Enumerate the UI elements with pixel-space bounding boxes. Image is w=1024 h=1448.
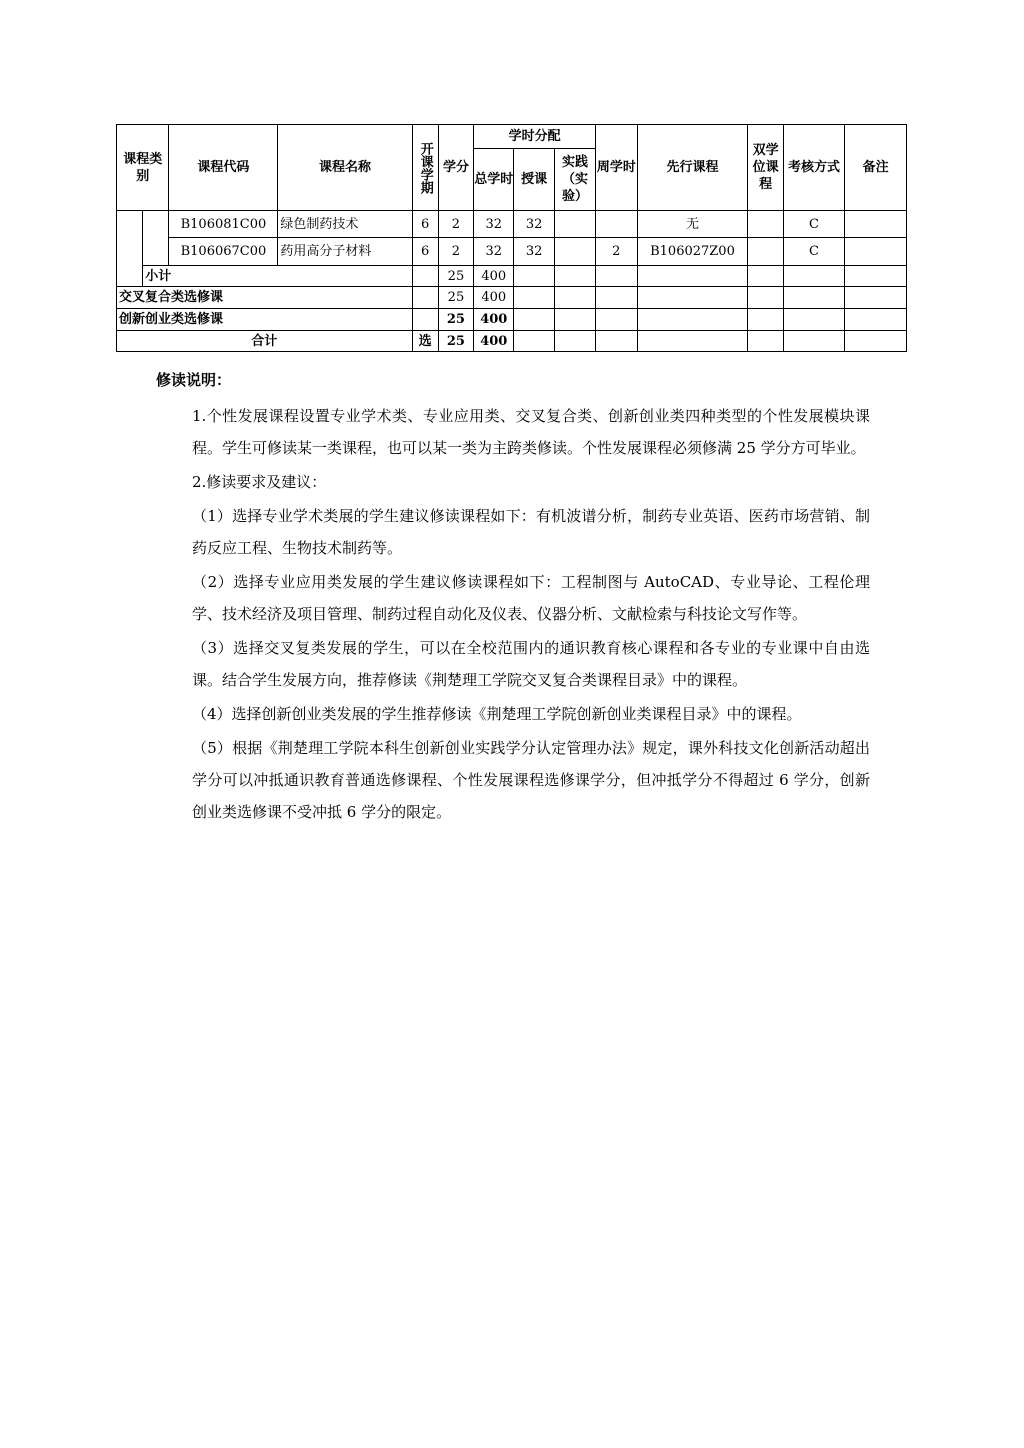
table-row bbox=[117, 238, 907, 266]
header-prereq: 先行课程 bbox=[637, 125, 748, 211]
notes-paragraph: （1）选择专业学术类展的学生建议修读课程如下：有机波谱分析，制药专业英语、医药市场营销、制药反应工程、生物技术制药等。 bbox=[192, 507, 870, 557]
notes-paragraph: 1.个性发展课程设置专业学术类、专业应用类、交叉复合类、创新创业类四种类型的个性发展模块课程。学生可修读某一类课程，也可以某一类为主跨类修读。个性发展课程必须修满 25 学分方可毕业。 bbox=[192, 407, 870, 457]
header-hours-group: 学时分配 bbox=[474, 125, 596, 149]
sum-label: 合计 bbox=[117, 331, 413, 352]
course-semester: 6 bbox=[412, 238, 438, 266]
header-assessment: 考核方式 bbox=[783, 125, 845, 211]
header-code: 课程代码 bbox=[169, 125, 278, 211]
course-remark bbox=[845, 211, 907, 238]
course-code: B106081C00 bbox=[169, 211, 278, 238]
course-prereq: 无 bbox=[637, 211, 748, 238]
notes-title: 修读说明： bbox=[156, 371, 232, 389]
header-category: 课程类别 bbox=[117, 125, 169, 211]
header-credit: 学分 bbox=[438, 125, 473, 211]
header-total-hours: 总学时 bbox=[474, 149, 514, 211]
course-lecture: 32 bbox=[514, 211, 554, 238]
innovation-label: 创新创业类选修课 bbox=[117, 309, 413, 331]
course-practice bbox=[554, 211, 595, 238]
course-code: B106067C00 bbox=[169, 238, 278, 266]
header-weekly: 周学时 bbox=[596, 125, 637, 211]
notes-paragraph: 2.修读要求及建议： bbox=[192, 473, 327, 491]
sum-total: 400 bbox=[474, 331, 514, 352]
notes-paragraph: （5）根据《荆楚理工学院本科生创新创业实践学分认定管理办法》规定，课外科技文化创新活动超出学分可以冲抵通识教育普通选修课程、个性发展课程选修课学分，但冲抵学分不得超过 6 学分，创新创业类选修课不受冲抵 6 学分的限定。 bbox=[192, 739, 870, 821]
course-weekly bbox=[596, 211, 637, 238]
innovation-row bbox=[117, 309, 907, 331]
notes-paragraph: （4）选择创新创业类发展的学生推荐修读《荆楚理工学院创新创业类课程目录》中的课程。 bbox=[192, 705, 802, 723]
course-assess: C bbox=[783, 238, 845, 266]
header-semester: 开课学期 bbox=[412, 125, 438, 211]
table-row bbox=[117, 211, 907, 238]
subtotal-label: 小计 bbox=[143, 266, 412, 287]
course-semester: 6 bbox=[412, 211, 438, 238]
notes-paragraph: （2）选择专业应用类发展的学生建议修读课程如下：工程制图与 AutoCAD、专业导论、工程伦理学、技术经济及项目管理、制药过程自动化及仪表、仪器分析、文献检索与科技论文写作等。 bbox=[192, 573, 870, 623]
course-total-hours: 32 bbox=[474, 211, 514, 238]
sum-row bbox=[117, 331, 907, 352]
course-double bbox=[748, 211, 783, 238]
cross-credit: 25 bbox=[438, 287, 473, 309]
subtotal-row bbox=[117, 266, 907, 287]
course-total-hours: 32 bbox=[474, 238, 514, 266]
cross-row bbox=[117, 287, 907, 309]
course-practice bbox=[554, 238, 595, 266]
header-name: 课程名称 bbox=[278, 125, 412, 211]
course-credit: 2 bbox=[438, 211, 473, 238]
course-weekly: 2 bbox=[596, 238, 637, 266]
notes-body bbox=[192, 400, 870, 830]
notes-paragraph: （3）选择交叉复类发展的学生，可以在全校范围内的通识教育核心课程和各专业的专业课中自由选课。结合学生发展方向，推荐修读《荆楚理工学院交叉复合类课程目录》中的课程。 bbox=[192, 639, 870, 689]
course-assess: C bbox=[783, 211, 845, 238]
cross-total: 400 bbox=[474, 287, 514, 309]
course-credit: 2 bbox=[438, 238, 473, 266]
innovation-credit: 25 bbox=[438, 309, 473, 331]
subtotal-total: 400 bbox=[474, 266, 514, 287]
innovation-total: 400 bbox=[474, 309, 514, 331]
header-double-degree: 双学位课程 bbox=[748, 125, 783, 211]
course-lecture: 32 bbox=[514, 238, 554, 266]
course-name: 药用高分子材料 bbox=[278, 238, 412, 266]
course-prereq: B106027Z00 bbox=[637, 238, 748, 266]
header-remark: 备注 bbox=[845, 125, 907, 211]
header-lecture: 授课 bbox=[514, 149, 554, 211]
header-practice: 实践（实验） bbox=[554, 149, 595, 211]
course-name: 绿色制药技术 bbox=[278, 211, 412, 238]
course-remark bbox=[845, 238, 907, 266]
course-double bbox=[748, 238, 783, 266]
sum-credit: 25 bbox=[438, 331, 473, 352]
course-table bbox=[116, 124, 907, 352]
sum-semester: 选 bbox=[412, 331, 438, 352]
subtotal-credit: 25 bbox=[438, 266, 473, 287]
cross-label: 交叉复合类选修课 bbox=[117, 287, 413, 309]
